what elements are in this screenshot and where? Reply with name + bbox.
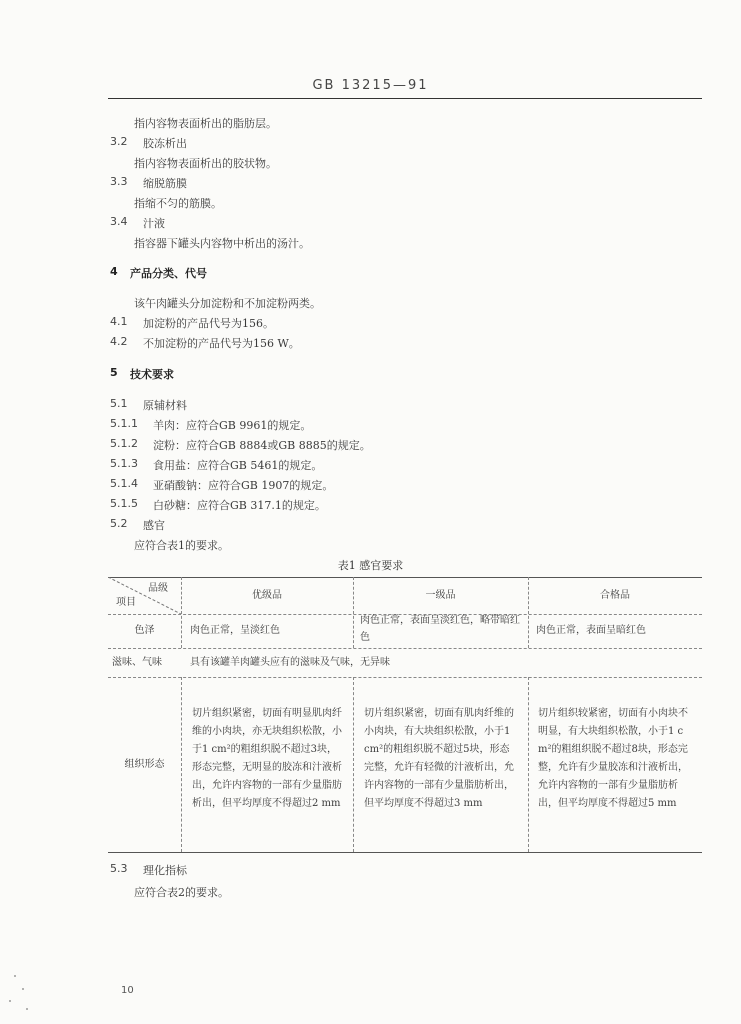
section-number: 5.1.4 (110, 477, 138, 490)
section-title: 胶冻析出 (143, 137, 187, 150)
sensory-requirements-table (108, 577, 702, 853)
body-text: 该午肉罐头分加淀粉和不加淀粉两类。 (134, 297, 321, 310)
table-col-rule (181, 677, 182, 852)
corner-header-item: 项目 (116, 597, 136, 608)
section-number: 5.1.1 (110, 417, 138, 430)
body-text: 应符合表2的要求。 (134, 886, 229, 899)
scan-speck (26, 1008, 28, 1010)
table-col-rule (353, 677, 354, 852)
body-text: 加淀粉的产品代号为156。 (143, 317, 274, 330)
table-col-rule (528, 677, 529, 852)
column-header: 一级品 (425, 590, 456, 601)
body-text: 白砂糖：应符合GB 317.1的规定。 (153, 499, 326, 512)
header-rule (108, 98, 702, 99)
table-row-rule (108, 648, 702, 649)
section-title: 技术要求 (130, 368, 174, 381)
scan-speck (14, 975, 16, 977)
cell-tissue-qualified: 切片组织较紧密，切面有小肉块不明显，有大块组织松散，小于1 cm²的粗组织脱不超过8块，形态完整，允许有少量胶冻和汁液析出，允许内容物的一部有少量脂肪析出，但平均厚度不得超过5 mm (538, 708, 688, 809)
table-row-rule (108, 677, 702, 678)
body-text: 食用盐：应符合GB 5461的规定。 (153, 459, 323, 472)
body-text: 亚硝酸钠：应符合GB 1907的规定。 (153, 479, 334, 492)
section-number: 3.2 (110, 135, 128, 148)
cell-tissue-first: 切片组织紧密，切面有肌肉纤维的小肉块，有大块组织松散，小于1 cm²的粗组织脱不超过5块，形态完整，允许有轻微的汁液析出，允许内容物的一部有少量脂肪析出，但平均厚度不得超过3 mm (364, 708, 514, 809)
section-number: 4 (110, 265, 118, 278)
section-title: 缩脱筋膜 (143, 177, 187, 190)
section-number: 5 (110, 366, 118, 379)
scan-speck (22, 988, 24, 990)
cell-color-first: 肉色正常，表面呈淡红色，略带暗红色 (360, 615, 520, 643)
body-text: 应符合表1的要求。 (134, 539, 229, 552)
page-number: 10 (121, 985, 134, 996)
section-number: 4.2 (110, 335, 128, 348)
body-text: 淀粉：应符合GB 8884或GB 8885的规定。 (153, 439, 371, 452)
section-number: 5.1.3 (110, 457, 138, 470)
section-title: 理化指标 (143, 864, 187, 877)
cell-color-superior: 肉色正常，呈淡红色 (190, 625, 280, 636)
column-header: 优级品 (252, 590, 282, 601)
section-number: 5.2 (110, 517, 128, 530)
cell-tissue-superior: 切片组织紧密，切面有明显肌肉纤维的小肉块，亦无块组织松散，小于1 cm²的粗组织脱不超过3块，形态完整，无明显的胶冻和汁液析出，允许内容物的一部有少量脂肪析出，但平均厚度不得超过2 mm (192, 708, 342, 809)
table-bottom-rule (108, 852, 702, 853)
standard-code-header: GB 13215—91 (312, 78, 429, 93)
table-caption: 表1 感官要求 (337, 559, 404, 572)
row-label-taste: 滋味、气味 (112, 657, 162, 668)
row-label-tissue: 组织形态 (124, 759, 165, 770)
section-title: 感官 (143, 519, 165, 532)
definition-text: 指容器下罐头内容物中析出的汤汁。 (134, 237, 310, 250)
body-text: 不加淀粉的产品代号为156 W。 (143, 337, 300, 350)
scan-speck (9, 1000, 11, 1002)
section-title: 产品分类、代号 (130, 267, 207, 280)
body-text: 羊肉：应符合GB 9961的规定。 (153, 419, 312, 432)
section-number: 3.3 (110, 175, 128, 188)
section-number: 3.4 (110, 215, 128, 228)
section-number: 4.1 (110, 315, 128, 328)
table-top-rule (108, 577, 702, 578)
section-number: 5.1.5 (110, 497, 138, 510)
cell-color-qualified: 肉色正常，表面呈暗红色 (536, 625, 646, 636)
section-number: 5.1 (110, 397, 128, 410)
definition-text: 指内容物表面析出的脂肪层。 (134, 117, 277, 130)
section-title: 原辅材料 (143, 399, 187, 412)
section-number: 5.1.2 (110, 437, 138, 450)
column-header: 合格品 (600, 590, 630, 601)
cell-taste: 具有该罐羊肉罐头应有的滋味及气味，无异味 (190, 657, 390, 668)
definition-text: 指内容物表面析出的胶状物。 (134, 157, 277, 170)
section-number: 5.3 (110, 862, 128, 875)
corner-header-grade: 品级 (148, 583, 168, 594)
definition-text: 指缩不匀的筋膜。 (134, 197, 222, 210)
row-label-color: 色泽 (134, 625, 155, 636)
section-title: 汁液 (143, 217, 165, 230)
